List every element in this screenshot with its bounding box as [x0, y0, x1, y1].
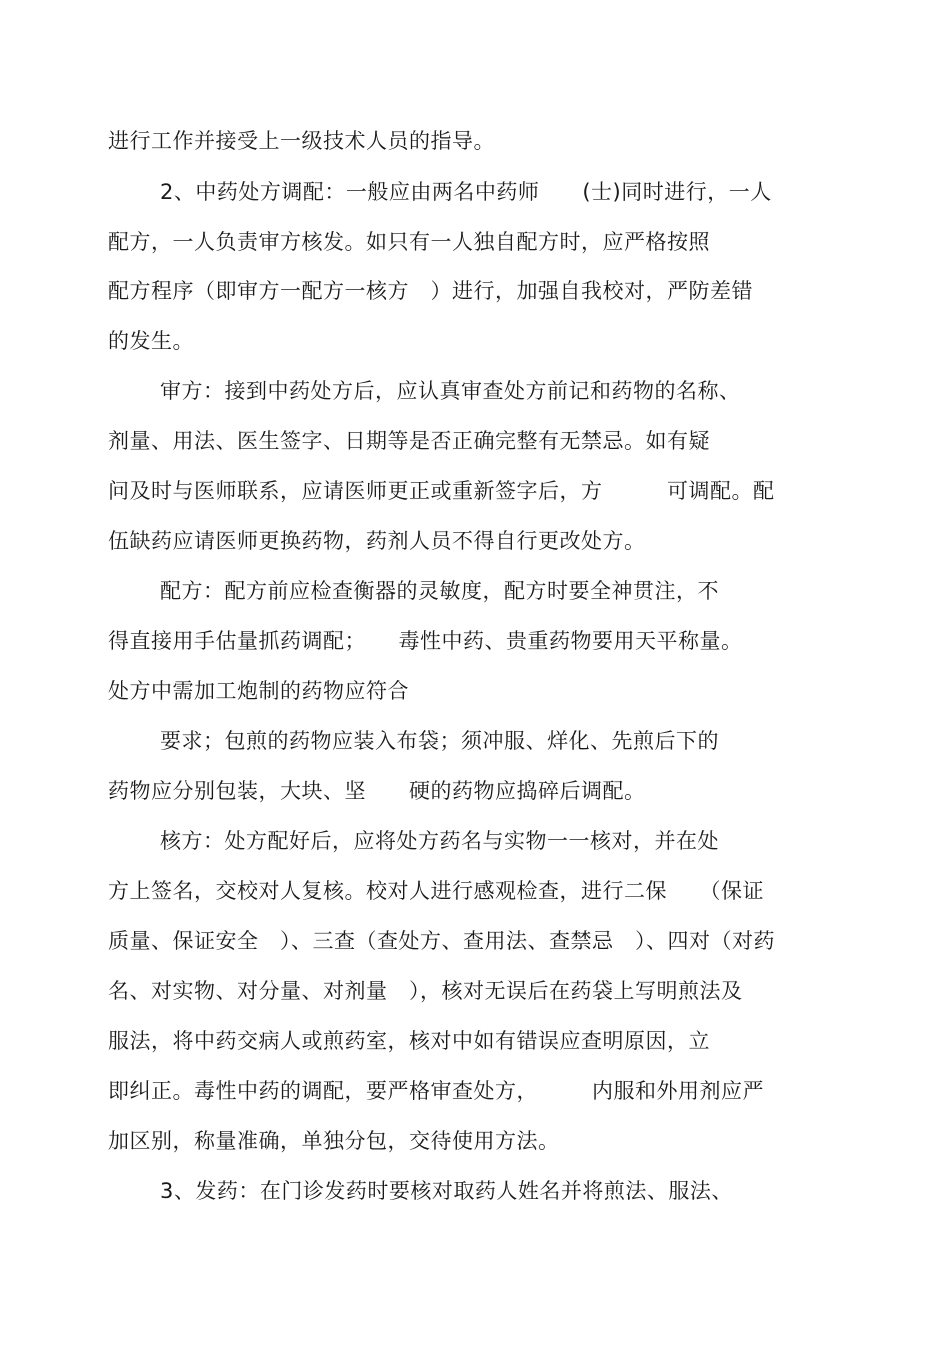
text-line: 的发生。	[108, 329, 194, 353]
text-line: 核方：处方配好后，应将处方药名与实物一一核对，并在处	[160, 829, 719, 853]
text-line: 进行工作并接受上一级技术人员的指导。	[108, 129, 495, 153]
text-line: 伍缺药应请医师更换药物，药剂人员不得自行更改处方。	[108, 529, 646, 553]
text-line: 得直接用手估量抓药调配； 毒性中药、贵重药物要用天平称量。	[108, 629, 743, 653]
text-line: 3、发药：在门诊发药时要核对取药人姓名并将煎法、服法、	[160, 1179, 733, 1203]
text-line: 名、对实物、对分量、对剂量 ），核对无误后在药袋上写明煎法及	[108, 979, 743, 1003]
text-line: 问及时与医师联系，应请医师更正或重新签字后，方 可调配。配	[108, 479, 775, 503]
text-line: 服法，将中药交病人或煎药室，核对中如有错误应查明原因，立	[108, 1029, 710, 1053]
text-line: 配方：配方前应检查衡器的灵敏度，配方时要全神贯注，不	[160, 579, 719, 603]
text-line: 加区别，称量准确，单独分包，交待使用方法。	[108, 1129, 560, 1153]
text-line: 质量、保证安全 ）、三查（查处方、查用法、查禁忌 ）、四对（对药	[108, 929, 775, 953]
text-line: 处方中需加工炮制的药物应符合	[108, 679, 409, 703]
text-line: 配方程序（即审方一配方一核方 ）进行，加强自我校对，严防差错	[108, 279, 753, 303]
text-line: 要求；包煎的药物应装入布袋；须冲服、烊化、先煎后下的	[160, 729, 719, 753]
text-line: 2、中药处方调配：一般应由两名中药师 (士)同时进行，一人	[160, 180, 772, 204]
text-line: 剂量、用法、医生签字、日期等是否正确完整有无禁忌。如有疑	[108, 429, 710, 453]
text-line: 即纠正。毒性中药的调配，要严格审查处方， 内服和外用剂应严	[108, 1079, 764, 1103]
text-line: 审方：接到中药处方后，应认真审查处方前记和药物的名称、	[160, 379, 741, 403]
text-line: 方上签名，交校对人复核。校对人进行感观检查，进行二保 （保证	[108, 879, 764, 903]
text-line: 药物应分别包装，大块、坚 硬的药物应捣碎后调配。	[108, 779, 646, 803]
text-line: 配方，一人负责审方核发。如只有一人独自配方时，应严格按照	[108, 230, 710, 254]
